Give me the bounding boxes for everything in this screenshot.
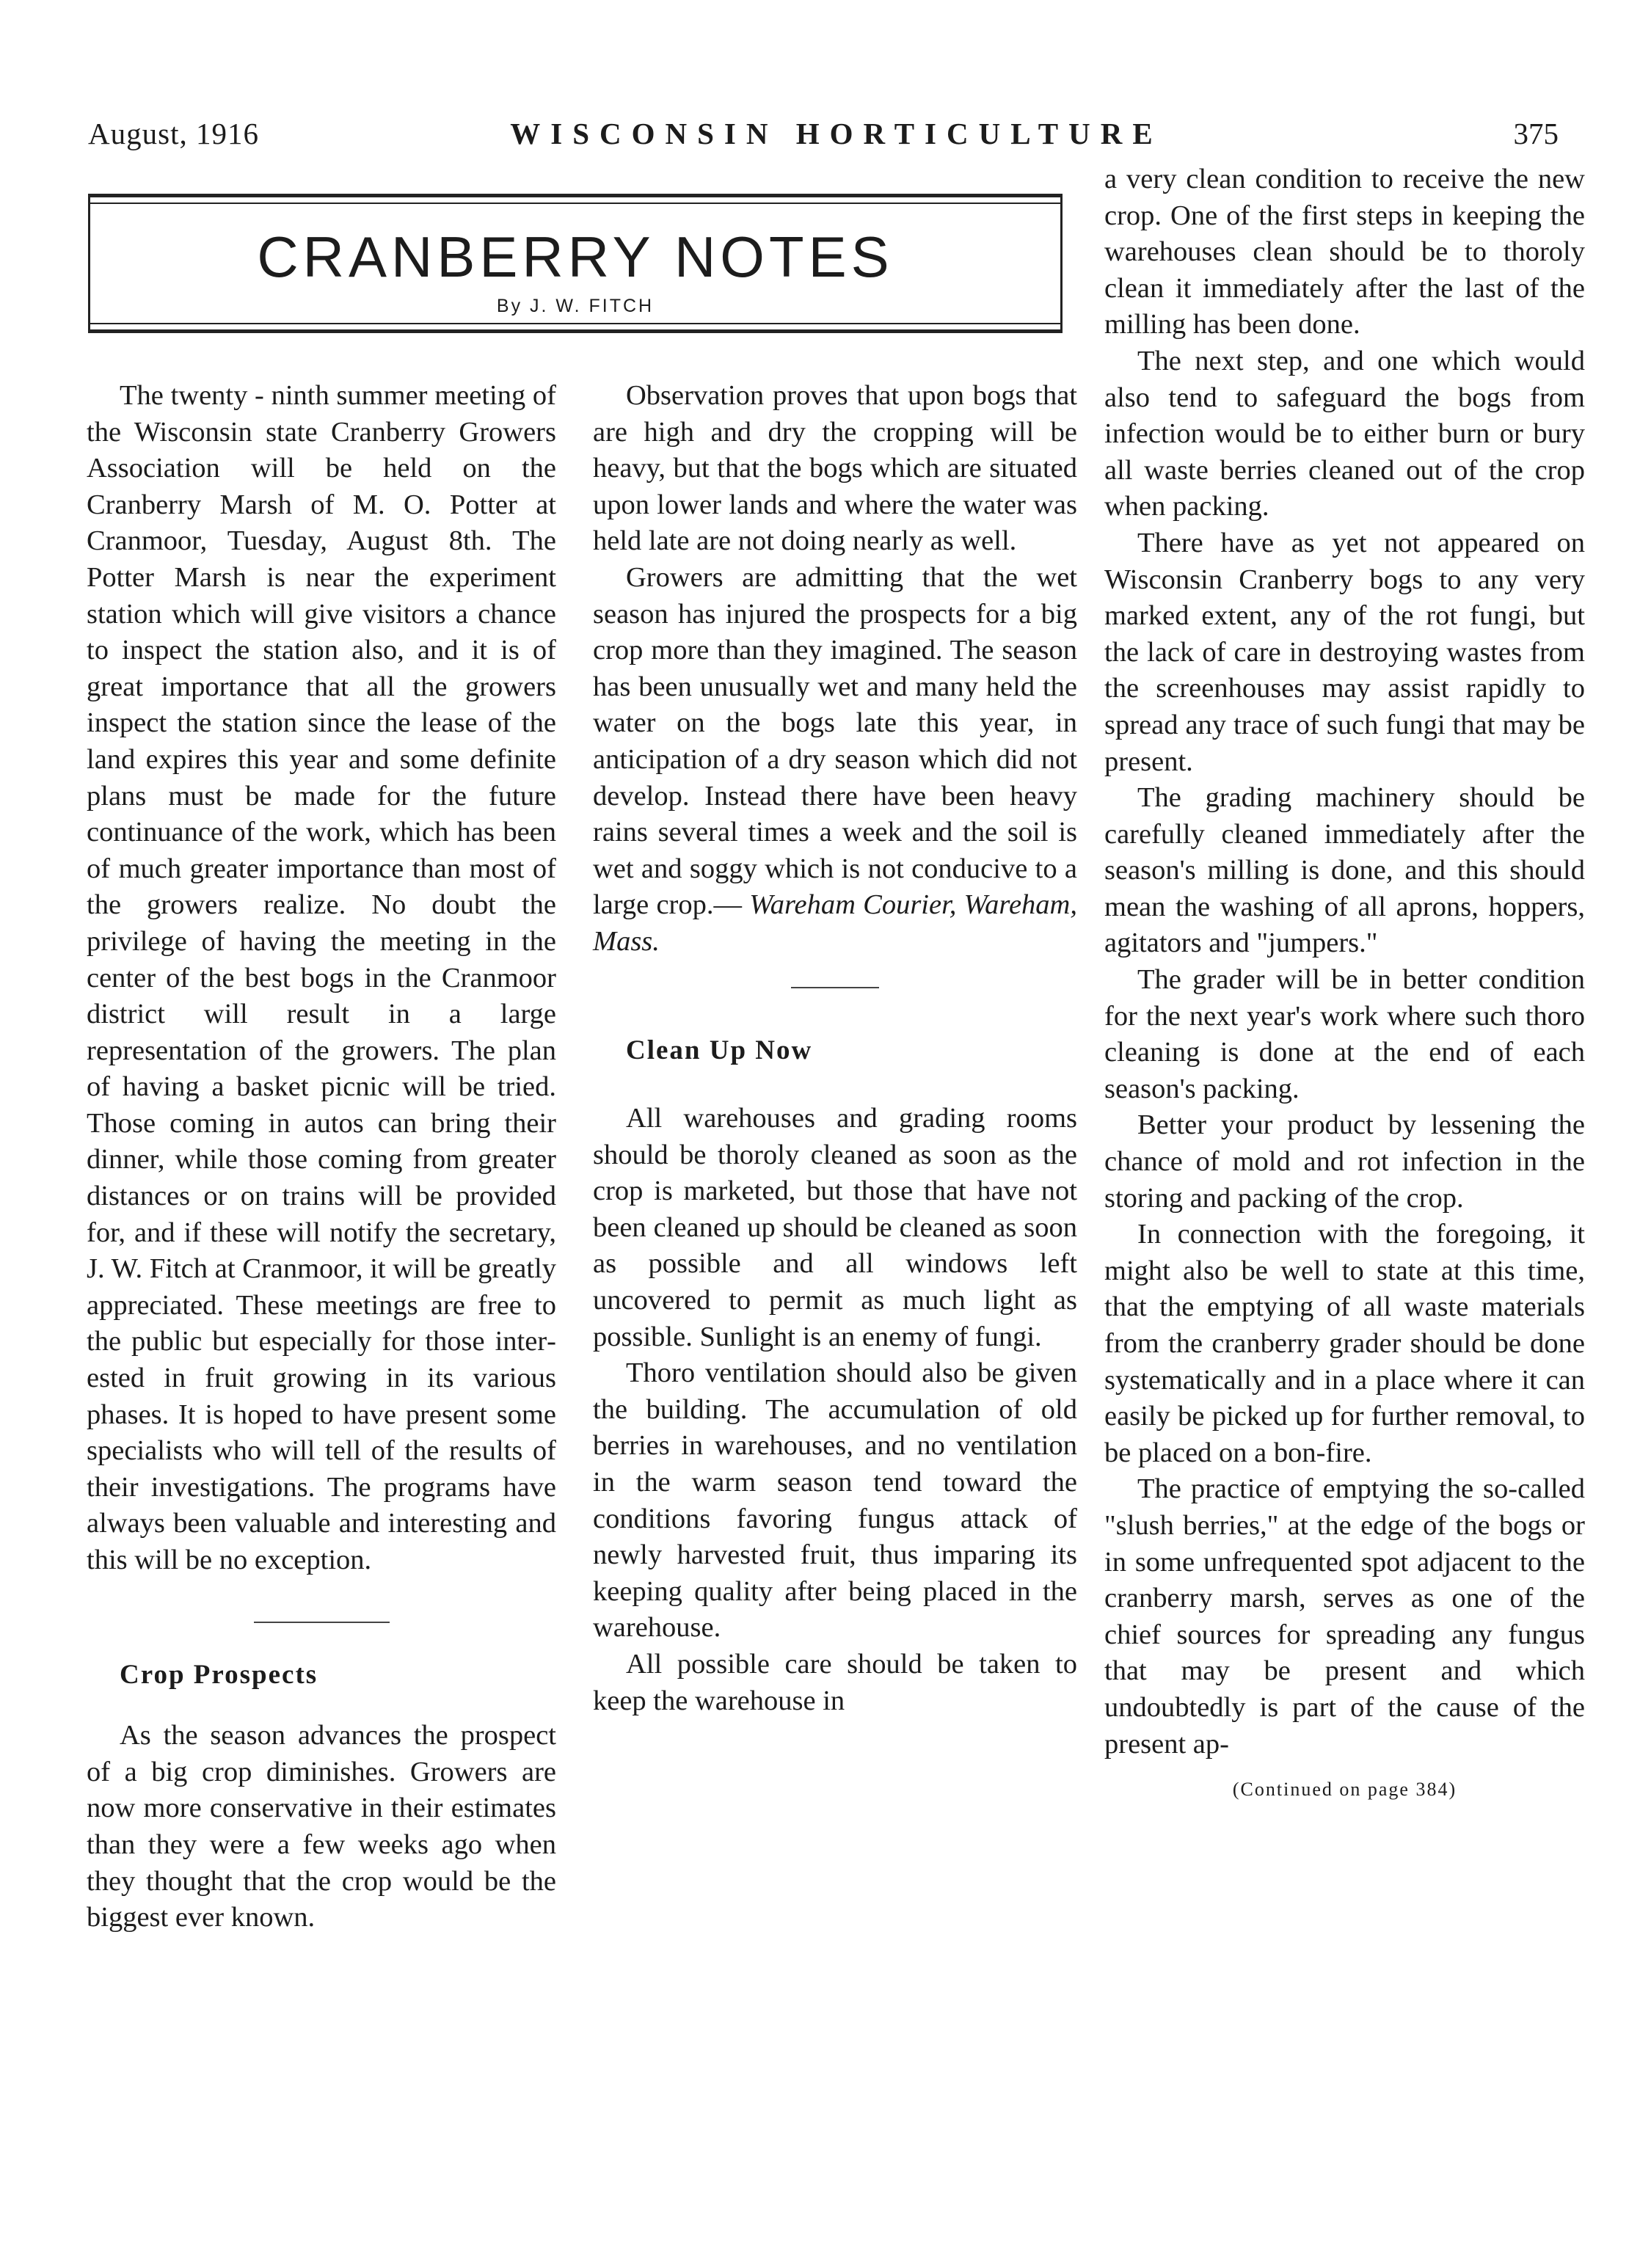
article-title: CRANBERRY NOTES bbox=[257, 225, 894, 289]
byline: By J. W. FITCH bbox=[496, 296, 655, 316]
clean-up-heading: Clean Up Now bbox=[626, 1035, 813, 1065]
clean-up-paragraph: All warehouses and grading rooms should be thoroly cleaned as soon as the crop is marketed, but those that have not been cleaned up should be cleaned as soon as possible and all windows left uncovered to permit as much light as possible. Sunlight is an enemy of fungi. bbox=[593, 1103, 1077, 1352]
intro-paragraph: The twenty - ninth summer meeting of the Wisconsin state Cranberry Growers Association will be held on the Cranberry Marsh of M. O. Potter at Cranmoor, Tuesday, August 8th. The Potter Marsh is near the experiment station which will give visitors a chance to inspect the station also, and it is of great importance that all the growers inspect the station since the lease of the land expires this year and some definite plans must be made for the future continuance of the work, which has been of much greater importance than most of the growers realize. No doubt the privilege of having the meeting in the center of the best bogs in the Cranmoor district will result in a large representation of the growers. The plan of having a basket picnic will be tried. Those coming in autos can bring their dinner, while those coming from greater distances or on trains will be provided for, and if these will notify the secretary, J. W. Fitch at Cranmoor, it will be greatly appreciated. These meetings are free to the public but especially for those interested in fruit growing in its various phases. It is hoped to have present some specialists who will tell of the results of their investigations. The programs have always been valuable and interesting and this will be no exception. bbox=[87, 380, 556, 1575]
clean-up-paragraph: The grader will be in better condition for the next year's work where such thoro cleaning is done at the end of each season's packing. bbox=[1104, 964, 1585, 1104]
crop-prospects-heading: Crop Prospects bbox=[120, 1659, 318, 1690]
clean-up-paragraph: The practice of emptying the so-called "slush berries," at the edge of the bogs or in some unfrequented spot adjacent to the cranberry marsh, serves as one of the chief sources for spreading any fungus that may be present and which undoubtedly is part of the cause of the present ap- bbox=[1104, 1473, 1585, 1760]
citation: Wareham Courier, Wareham, Mass. bbox=[593, 889, 1077, 957]
crop-prospects-paragraph: Growers are admitting that the wet season has injured the prospects for a big crop more than they imagined. The season has been unusually wet and many held the water on the bogs late this year, in anticipation of a dry season which did not develop. Instead there have been heavy rains several times a week and the soil is wet and soggy which is not conducive to a large crop.— Wareham Courier, Wareham, Mass. bbox=[593, 561, 1077, 957]
clean-up-paragraph: The next step, and one which would also tend to safeguard the bogs from infection would be to either burn or bury all waste berries cleaned out of the crop when packing. bbox=[1104, 345, 1585, 522]
clean-up-paragraph: Better your product by lessening the chance of mold and rot infection in the storing and packing of the crop. bbox=[1104, 1109, 1585, 1214]
crop-prospects-paragraph: Observation proves that upon bogs that are high and dry the cropping will be heavy, but that the bogs which are situated upon lower lands and where the water was held late are not doing nearly as well. bbox=[593, 380, 1077, 557]
journal-title: WISCONSIN HORTICULTURE bbox=[510, 117, 1163, 150]
crop-prospects-paragraph: As the season advances the prospect of a big crop diminishes. Growers are now more conservative in their estimates than they were a few weeks ago when they thought that the crop would be the biggest ever known. bbox=[87, 1720, 556, 1933]
clean-up-paragraph: There have as yet not appeared on Wisconsin Cranberry bogs to any very marked extent, any of the rot fungi, but the lack of care in destroying wastes from the screenhouses may assist rapidly to spread any trace of such fungi that may be present. bbox=[1104, 527, 1585, 777]
column-2 bbox=[593, 378, 1077, 1719]
running-head bbox=[0, 116, 1651, 160]
clean-up-paragraph: Thoro ventilation should also be given the building. The accumulation of old berries in warehouses, and no ventilation in the warm season tend toward the conditions favoring fungus attack of newly harvested fruit, thus imparing its keeping quality after being placed in the warehouse. bbox=[593, 1357, 1077, 1644]
clean-up-paragraph: The grading machinery should be carefully cleaned immediately after the season's milling is done, and this should mean the washing of all aprons, hoppers, agitators and "jumpers." bbox=[1104, 782, 1585, 959]
column-3 bbox=[1104, 161, 1585, 1808]
clean-up-paragraph: a very clean condition to receive the new crop. One of the first steps in keeping the warehouses clean should be to thoroly clean it immediately after the last of the milling has been done. bbox=[1104, 164, 1585, 340]
continued-note: (Continued on page 384) bbox=[1232, 1779, 1457, 1801]
clean-up-paragraph: In connection with the foregoing, it might also be well to state at this time, that the emptying of all waste materials from the cranberry grader should be done systematically and in a place where it can easily be picked up for further removal, to be placed on a bon-fire. bbox=[1104, 1219, 1585, 1468]
column-1 bbox=[87, 378, 556, 1936]
clean-up-paragraph: All possible care should be taken to keep the warehouse in bbox=[593, 1649, 1077, 1716]
title-box bbox=[88, 194, 1063, 333]
issue-date: August, 1916 bbox=[88, 117, 259, 150]
page-number: 375 bbox=[1513, 117, 1559, 150]
